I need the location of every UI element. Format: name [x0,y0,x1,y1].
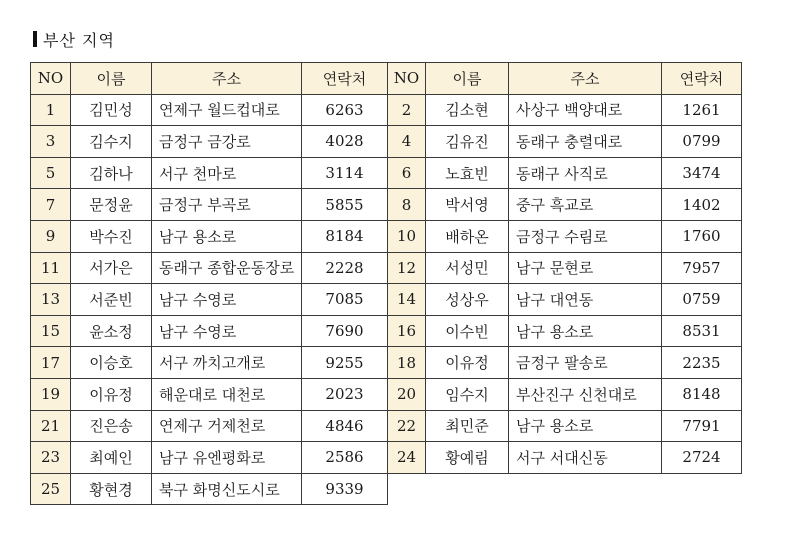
cell-address: 사상구 백양대로 [509,94,662,126]
section-title: 부산 지역 [43,30,115,50]
cell-name: 김민성 [71,94,152,126]
cell-phone: 7690 [302,315,388,347]
cell-name: 진은송 [71,410,152,442]
cell-address: 금정구 금강로 [152,126,302,158]
table-row [31,442,742,474]
header-phone: 연락처 [302,63,388,95]
empty-cell [388,473,426,505]
cell-no: 5 [31,157,71,189]
cell-name: 문정윤 [71,189,152,221]
cell-name: 최예인 [71,442,152,474]
cell-name: 박수진 [71,220,152,252]
cell-no: 13 [31,284,71,316]
cell-no: 8 [388,189,426,221]
cell-address: 연제구 거제천로 [152,410,302,442]
cell-name: 김소현 [426,94,509,126]
cell-no: 25 [31,473,71,505]
cell-no: 22 [388,410,426,442]
cell-phone: 8184 [302,220,388,252]
header-name: 이름 [426,63,509,95]
cell-no: 21 [31,410,71,442]
cell-name: 성상우 [426,284,509,316]
cell-name: 박서영 [426,189,509,221]
cell-address: 남구 문현로 [509,252,662,284]
empty-cell [509,473,662,505]
cell-name: 배하온 [426,220,509,252]
cell-address: 금정구 부곡로 [152,189,302,221]
cell-phone: 4028 [302,126,388,158]
section-heading [33,27,115,51]
cell-name: 이수빈 [426,315,509,347]
cell-name: 서가은 [71,252,152,284]
cell-phone: 2586 [302,442,388,474]
cell-address: 서구 까치고개로 [152,347,302,379]
cell-phone: 2724 [662,442,742,474]
cell-name: 이승호 [71,347,152,379]
cell-address: 해운대로 대천로 [152,378,302,410]
header-address: 주소 [152,63,302,95]
cell-no: 15 [31,315,71,347]
cell-no: 24 [388,442,426,474]
cell-phone: 8148 [662,378,742,410]
cell-phone: 6263 [302,94,388,126]
table-row [31,284,742,316]
cell-address: 북구 화명신도시로 [152,473,302,505]
cell-phone: 2235 [662,347,742,379]
cell-phone: 9339 [302,473,388,505]
cell-no: 16 [388,315,426,347]
cell-no: 1 [31,94,71,126]
header-phone: 연락처 [662,63,742,95]
cell-name: 서준빈 [71,284,152,316]
cell-no: 20 [388,378,426,410]
cell-no: 23 [31,442,71,474]
table-row [31,473,742,505]
cell-phone: 0799 [662,126,742,158]
table-row [31,252,742,284]
cell-address: 남구 용소로 [509,315,662,347]
cell-name: 황현경 [71,473,152,505]
table-row [31,378,742,410]
header-no: NO [388,63,426,95]
cell-address: 금정구 팔송로 [509,347,662,379]
cell-phone: 7957 [662,252,742,284]
cell-address: 동래구 충렬대로 [509,126,662,158]
cell-address: 금정구 수림로 [509,220,662,252]
cell-name: 이유정 [71,378,152,410]
cell-no: 11 [31,252,71,284]
table-row [31,410,742,442]
cell-name: 임수지 [426,378,509,410]
cell-name: 김하나 [71,157,152,189]
cell-name: 김유진 [426,126,509,158]
cell-address: 남구 수영로 [152,315,302,347]
cell-phone: 1261 [662,94,742,126]
cell-no: 12 [388,252,426,284]
heading-bar-icon [33,31,37,47]
cell-address: 남구 대연동 [509,284,662,316]
cell-no: 3 [31,126,71,158]
cell-phone: 8531 [662,315,742,347]
cell-name: 황예림 [426,442,509,474]
cell-phone: 2023 [302,378,388,410]
cell-phone: 7085 [302,284,388,316]
cell-phone: 4846 [302,410,388,442]
cell-phone: 5855 [302,189,388,221]
table-row [31,157,742,189]
contact-table [30,62,742,505]
cell-address: 남구 용소로 [509,410,662,442]
cell-phone: 0759 [662,284,742,316]
cell-no: 6 [388,157,426,189]
cell-address: 서구 천마로 [152,157,302,189]
cell-no: 4 [388,126,426,158]
cell-phone: 9255 [302,347,388,379]
cell-no: 17 [31,347,71,379]
cell-phone: 2228 [302,252,388,284]
table-row [31,347,742,379]
cell-phone: 3114 [302,157,388,189]
cell-no: 18 [388,347,426,379]
cell-phone: 1402 [662,189,742,221]
cell-name: 서성민 [426,252,509,284]
header-no: NO [31,63,71,95]
table-row [31,94,742,126]
cell-no: 10 [388,220,426,252]
cell-name: 최민준 [426,410,509,442]
cell-address: 연제구 월드컵대로 [152,94,302,126]
cell-address: 동래구 사직로 [509,157,662,189]
cell-address: 남구 수영로 [152,284,302,316]
cell-no: 2 [388,94,426,126]
empty-cell [426,473,509,505]
table-row [31,126,742,158]
header-name: 이름 [71,63,152,95]
table-header-row [31,63,742,95]
cell-address: 중구 흑교로 [509,189,662,221]
cell-address: 동래구 종합운동장로 [152,252,302,284]
cell-no: 14 [388,284,426,316]
cell-no: 9 [31,220,71,252]
cell-name: 윤소정 [71,315,152,347]
table-row [31,315,742,347]
cell-name: 이유정 [426,347,509,379]
cell-address: 남구 유엔평화로 [152,442,302,474]
cell-address: 부산진구 신천대로 [509,378,662,410]
cell-no: 19 [31,378,71,410]
cell-phone: 1760 [662,220,742,252]
cell-address: 서구 서대신동 [509,442,662,474]
cell-address: 남구 용소로 [152,220,302,252]
cell-phone: 7791 [662,410,742,442]
table-row [31,220,742,252]
header-address: 주소 [509,63,662,95]
cell-name: 노효빈 [426,157,509,189]
empty-cell [662,473,742,505]
cell-name: 김수지 [71,126,152,158]
cell-no: 7 [31,189,71,221]
cell-phone: 3474 [662,157,742,189]
table-row [31,189,742,221]
